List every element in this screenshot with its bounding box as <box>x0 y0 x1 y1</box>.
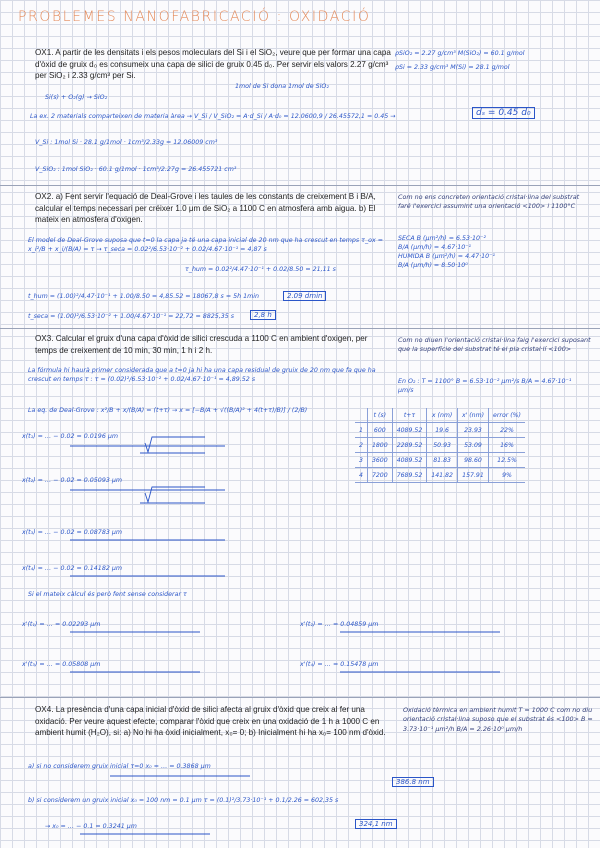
ox3-constants: En O₂ : T = 1100° B = 6.53·10⁻² μm²/s B/A = 4.67·10⁻¹ μm/s <box>398 378 572 394</box>
ox3-statement: OX3. Calcular el gruix d'una capa d'òxid de silici crescuda a 1100 C en ambient d'oxigen, per temps de creixement de 10 min, 30 min, 1 h i 2 h. <box>35 334 368 355</box>
ox3-x1: x(t₁) = … − 0.02 = 0.0196 μm <box>22 433 118 440</box>
ox1-vsio2: V_SiO₂ : 1mol SiO₂ · 60.1 g/1mol · 1cm³/2.27g = 26.455721 cm³ <box>35 166 237 173</box>
ox3-work-3: Si el mateix càlcul és però fent sense considerar τ <box>28 591 187 598</box>
table-cell: 4089.52 <box>392 453 427 468</box>
ox4-b-result-line: → x₀ = … − 0.1 = 0.3241 μm <box>45 823 137 830</box>
const-line: B/A (μm/h) = 8.50·10⁰ <box>398 262 468 269</box>
table-cell: x (nm) <box>427 408 458 423</box>
table-cell: 19.6 <box>427 423 458 438</box>
table-cell: 7689.52 <box>392 468 427 483</box>
ox4-a-result: 386.8 nm <box>392 778 434 787</box>
ox1-ratio: La ex. 2 materials comparteixen de materia àrea → V_Si / V_SiO₂ = A·d_Si / A·d₀ = 12.0600,9 / 26.45572,1 = 0.45 → <box>30 113 396 120</box>
table-cell: 23.93 <box>457 423 488 438</box>
ox3-x2: x(t₂) = … − 0.02 = 0.05093 μm <box>22 477 122 484</box>
table-cell: error (%) <box>489 408 525 423</box>
ox1-vsi: V_Si : 1mol Si · 28.1 g/1mol · 1cm³/2.33g = 12.06009 cm³ <box>35 139 218 146</box>
table-cell: 4089.52 <box>392 423 427 438</box>
ox4-b: b) si considerem un gruix inicial x₀ = 100 nm = 0.1 μm τ = (0.1)²/3.73·10⁻¹ + 0.1/2.26 = 602,35 s <box>28 797 339 804</box>
page-title: PROBLEMES NANOFABRICACIÓ : OXIDACIÓ <box>18 9 371 25</box>
ox3-x3: x(t₃) = … − 0.02 = 0.08783 μm <box>22 529 122 536</box>
table-cell: 3600 <box>367 453 392 468</box>
table-cell: 98.60 <box>457 453 488 468</box>
ox2-work-2: τ_hum = 0.02²/4.47·10⁻¹ + 0.02/8.50 = 21,11 s <box>185 266 336 273</box>
table-cell: t (s) <box>367 408 392 423</box>
ox3-work-1: La fórmula hi haurà primer considerada que a t=0 ja hi ha una capa residual de gruix de 20 nm que fa que ha crescut en temps τ : τ = (0.02)²/6.53·10⁻² + 0.02/4.67·10⁻¹ = 4,89.52 s <box>28 367 376 383</box>
ox1-statement: OX1. A partir de les densitats i els pesos moleculars del Si i el SiO₂, veure que per formar una capa d'òxid de gruix d₀ es consumeix una capa de silici de gruix 0.45 d₀. Per servir els valors 2.27 g/cm³ per SiO₂ i 2.33 g/cm³ per Si. <box>35 48 391 81</box>
ox3-x8: x'(t₄) = … = 0.15478 μm <box>300 661 379 668</box>
ox4-a: a) si no considerem gruix inicial τ=0 x₀ = … = 0.3868 μm <box>28 763 211 770</box>
table-cell: 1800 <box>367 438 392 453</box>
ox1-note: 1mol de Si dona 1mol de SiO₂ <box>235 83 329 90</box>
table-cell: 53.09 <box>457 438 488 453</box>
ox4-note: Oxidació tèrmica en ambient humit T = 1000 C com no diu orientació cristal·lina suposo que el substrat és <100> B = 3.73·10⁻¹ μm²/h B/A = 2.26·10⁰ μm/h <box>403 706 593 733</box>
table-cell: 1 <box>355 423 367 438</box>
ox3-x7: x'(t₃) = … = 0.05808 μm <box>22 661 101 668</box>
table-cell: 9% <box>489 468 525 483</box>
table-cell: 600 <box>367 423 392 438</box>
table-cell: 81.83 <box>427 453 458 468</box>
ox2-statement: OX2. a) Fent servir l'equació de Deal-Grove i les taules de les constants de creixement B i B/A, calcular el temps necessari per créixer 1.0 μm de SiO₂ a 1100 C en atmosfera amb aigua. b) El mateix en atmosfera d'oxigen. <box>35 192 376 225</box>
table-cell: 22% <box>489 423 525 438</box>
table-cell: 141.82 <box>427 468 458 483</box>
table-cell: t+τ <box>392 408 427 423</box>
ox3-x6: x'(t₂) = … = 0.04859 μm <box>300 621 379 628</box>
ox2-result-2: 2,8 h <box>250 311 276 320</box>
table-cell: 7200 <box>367 468 392 483</box>
table-cell: 2289.52 <box>392 438 427 453</box>
ox3-note: Com no diuen l'orientació cristal·lina faig l'exercici suposant que la superfície del substrat té el pla cristal·lí <100> <box>398 336 591 354</box>
ox2-result-1: 2.09 dmin <box>283 292 326 301</box>
table-cell: 16% <box>489 438 525 453</box>
ox4-b-result: 324,1 nm <box>355 820 397 829</box>
ox2-work-3: t_hum = (1.00)²/4.47·10⁻¹ + 1.00/8.50 = 4,85.52 = 18067,8 s = 5h 1min <box>28 293 259 300</box>
ox3-eq: La eq. de Deal-Grove : x²/B + x/(B/A) = (t+τ) → x = [−B/A + √((B/A)² + 4(t+τ)/B)] / (2/B) <box>28 407 308 414</box>
const-line: HUMIDA B (μm²/h) = 4.47·10⁻¹ <box>398 253 495 260</box>
ox1-reaction: Si(s) + O₂(g) → SiO₂ <box>45 94 108 101</box>
divider <box>0 697 600 698</box>
ox4-statement: OX4. La presència d'una capa inicial d'òxid de silici afecta al gruix d'òxid que creix al fer una oxidació. Per veure aquest efecte, comparar l'òxid que creix en una oxidació de 1 h a 1000 C en ambient humit (H₂O), si: a) No hi ha òxid inicialment, x₀= 0; b) Inicialment hi ha x₀= 100 nm d'òxid. <box>35 705 386 738</box>
ox2-work-4: t_seca = (1.00)²/6.53·10⁻² + 1.00/4.67·10⁻¹ = 22,72 = 8825,35 s <box>28 313 235 320</box>
ox1-data-2: ρSi = 2.33 g/cm³ M(Si) = 28.1 g/mol <box>395 64 510 71</box>
ox2-work-1: El model de Deal-Grove suposa que t=0 la capa ja té una capa inicial de 20 nm que ha crescut en temps τ_ox = x_i²/B + x_i/(B/A) = τ → τ_seca = 0.02²/6.53·10⁻² + 0.02/4.67·10⁻¹ = 4,87 s <box>28 237 383 253</box>
const-line: SECA B (μm²/h) = 6.53·10⁻² <box>398 235 486 242</box>
table-cell: x' (nm) <box>457 408 488 423</box>
table-cell: 12.5% <box>489 453 525 468</box>
table-cell: 3 <box>355 453 367 468</box>
table-cell: 2 <box>355 438 367 453</box>
table-cell: 157.91 <box>457 468 488 483</box>
ox1-result: dₛ = 0.45 d₀ <box>472 109 535 118</box>
table-cell: 50.93 <box>427 438 458 453</box>
ox3-x4: x(t₄) = … − 0.02 = 0.14182 μm <box>22 565 122 572</box>
ox3-x5: x'(t₁) = … = 0.02293 μm <box>22 621 101 628</box>
ox2-note: Com no ens concreten orientació cristal·lina del substrat faré l'exercici assumint una orientació <100> i 1100°C <box>398 193 580 211</box>
ox1-data-1: ρSiO₂ = 2.27 g/cm³ M(SiO₂) = 60.1 g/mol <box>395 50 525 57</box>
const-line: B/A (μm/h) = 4.67·10⁻¹ <box>398 244 472 251</box>
table-cell: 4 <box>355 468 367 483</box>
